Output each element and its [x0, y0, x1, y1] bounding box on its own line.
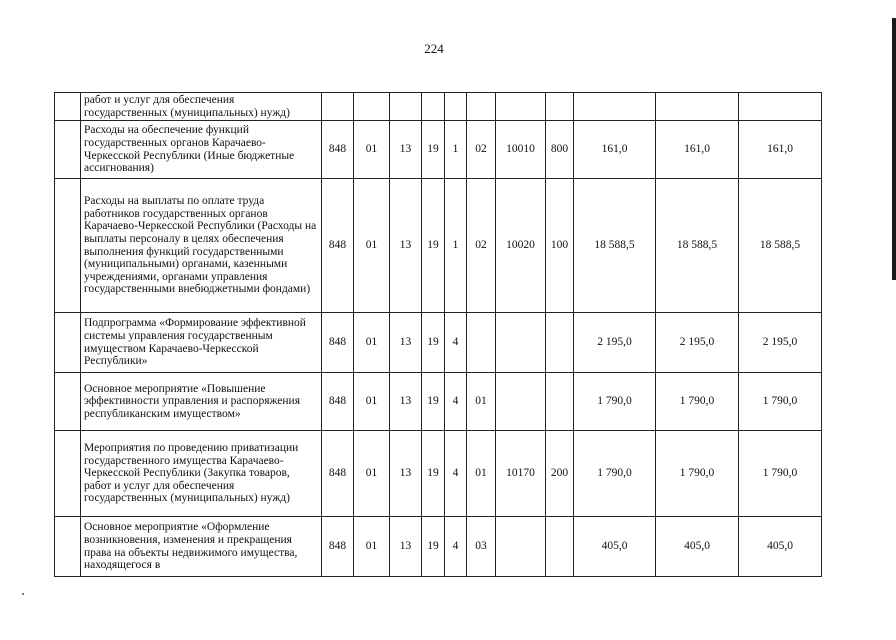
scan-speck-artifact: [22, 593, 24, 595]
sum-year2-cell: 161,0: [656, 121, 739, 179]
sum-year3-cell: 405,0: [739, 517, 822, 577]
vid-rashodov-cell: [546, 313, 574, 373]
row-number-cell: [55, 313, 81, 373]
podprogramma-cell: 4: [445, 373, 467, 431]
napravlenie-cell: [496, 517, 546, 577]
napravlenie-cell: 10020: [496, 179, 546, 313]
podprogramma-cell: 1: [445, 121, 467, 179]
razdel-cell: 01: [354, 121, 390, 179]
napravlenie-cell: [496, 93, 546, 121]
programma-cell: 19: [422, 373, 445, 431]
programma-cell: 19: [422, 517, 445, 577]
sum-year2-cell: [656, 93, 739, 121]
sum-year1-cell: [574, 93, 656, 121]
vid-rashodov-cell: 800: [546, 121, 574, 179]
razdel-cell: 01: [354, 313, 390, 373]
podrazdel-cell: 13: [390, 179, 422, 313]
podrazdel-cell: 13: [390, 373, 422, 431]
sum-year2-cell: 1 790,0: [656, 373, 739, 431]
row-number-cell: [55, 179, 81, 313]
podprogramma-cell: 4: [445, 431, 467, 517]
row-name-cell: Мероприятия по проведению приватизации государственного имущества Карачаево-Черкесской Республики (Закупка товаров, работ и услуг для обеспечения государственных (муниципальных) нужд): [81, 431, 322, 517]
sum-year3-cell: 18 588,5: [739, 179, 822, 313]
sum-year2-cell: 2 195,0: [656, 313, 739, 373]
row-name-cell: Основное мероприятие «Оформление возникновения, изменения и прекращения права на объекты недвижимого имущества, находящегося в: [81, 517, 322, 577]
vedomstvo-cell: 848: [322, 517, 354, 577]
razdel-cell: [354, 93, 390, 121]
sum-year2-cell: 405,0: [656, 517, 739, 577]
row-name-cell: Расходы на обеспечение функций государственных органов Карачаево-Черкесской Республики (Иные бюджетные ассигнования): [81, 121, 322, 179]
budget-table: [54, 92, 822, 577]
table-row: [55, 517, 822, 577]
vedomstvo-cell: 848: [322, 373, 354, 431]
vedomstvo-cell: 848: [322, 431, 354, 517]
napravlenie-cell: [496, 373, 546, 431]
programma-cell: [422, 93, 445, 121]
row-name-cell: Расходы на выплаты по оплате труда работников государственных органов Карачаево-Черкесской Республики (Расходы на выплаты персоналу в целях обеспечения выполнения функций государственными (муниципальными) органами, казенными учреждениями, органами управления государственными внебюджетными фондами): [81, 179, 322, 313]
page-number: 224: [424, 41, 444, 56]
table-row: [55, 93, 822, 121]
meropriyatie-cell: [467, 313, 496, 373]
podrazdel-cell: 13: [390, 517, 422, 577]
programma-cell: 19: [422, 121, 445, 179]
row-number-cell: [55, 373, 81, 431]
programma-cell: 19: [422, 431, 445, 517]
row-number-cell: [55, 431, 81, 517]
sum-year1-cell: 18 588,5: [574, 179, 656, 313]
vid-rashodov-cell: 200: [546, 431, 574, 517]
row-number-cell: [55, 121, 81, 179]
razdel-cell: 01: [354, 373, 390, 431]
meropriyatie-cell: 01: [467, 373, 496, 431]
vid-rashodov-cell: [546, 373, 574, 431]
razdel-cell: 01: [354, 517, 390, 577]
meropriyatie-cell: 01: [467, 431, 496, 517]
vedomstvo-cell: 848: [322, 313, 354, 373]
programma-cell: 19: [422, 313, 445, 373]
vedomstvo-cell: [322, 93, 354, 121]
row-number-cell: [55, 517, 81, 577]
vid-rashodov-cell: [546, 517, 574, 577]
sum-year1-cell: 405,0: [574, 517, 656, 577]
podrazdel-cell: 13: [390, 313, 422, 373]
vid-rashodov-cell: 100: [546, 179, 574, 313]
sum-year1-cell: 1 790,0: [574, 431, 656, 517]
sum-year3-cell: 161,0: [739, 121, 822, 179]
sum-year3-cell: [739, 93, 822, 121]
razdel-cell: 01: [354, 179, 390, 313]
table-row: [55, 179, 822, 313]
napravlenie-cell: 10010: [496, 121, 546, 179]
row-name-cell: Подпрограмма «Формирование эффективной системы управления государственным имуществом Карачаево-Черкесской Республики»: [81, 313, 322, 373]
razdel-cell: 01: [354, 431, 390, 517]
meropriyatie-cell: 02: [467, 121, 496, 179]
vedomstvo-cell: 848: [322, 121, 354, 179]
meropriyatie-cell: 02: [467, 179, 496, 313]
sum-year1-cell: 1 790,0: [574, 373, 656, 431]
sum-year2-cell: 18 588,5: [656, 179, 739, 313]
table-row: [55, 121, 822, 179]
row-name-cell: работ и услуг для обеспечения государственных (муниципальных) нужд): [81, 93, 322, 121]
napravlenie-cell: [496, 313, 546, 373]
sum-year3-cell: 1 790,0: [739, 431, 822, 517]
sum-year1-cell: 161,0: [574, 121, 656, 179]
meropriyatie-cell: [467, 93, 496, 121]
napravlenie-cell: 10170: [496, 431, 546, 517]
podprogramma-cell: 1: [445, 179, 467, 313]
podrazdel-cell: [390, 93, 422, 121]
sum-year2-cell: 1 790,0: [656, 431, 739, 517]
table-row: [55, 373, 822, 431]
meropriyatie-cell: 03: [467, 517, 496, 577]
sum-year3-cell: 1 790,0: [739, 373, 822, 431]
row-number-cell: [55, 93, 81, 121]
vid-rashodov-cell: [546, 93, 574, 121]
podrazdel-cell: 13: [390, 121, 422, 179]
podprogramma-cell: 4: [445, 313, 467, 373]
scan-edge-artifact: [892, 18, 896, 280]
podrazdel-cell: 13: [390, 431, 422, 517]
programma-cell: 19: [422, 179, 445, 313]
sum-year3-cell: 2 195,0: [739, 313, 822, 373]
podprogramma-cell: [445, 93, 467, 121]
vedomstvo-cell: 848: [322, 179, 354, 313]
table-row: [55, 431, 822, 517]
sum-year1-cell: 2 195,0: [574, 313, 656, 373]
row-name-cell: Основное мероприятие «Повышение эффективности управления и распоряжения республиканским имуществом»: [81, 373, 322, 431]
table-row: [55, 313, 822, 373]
podprogramma-cell: 4: [445, 517, 467, 577]
